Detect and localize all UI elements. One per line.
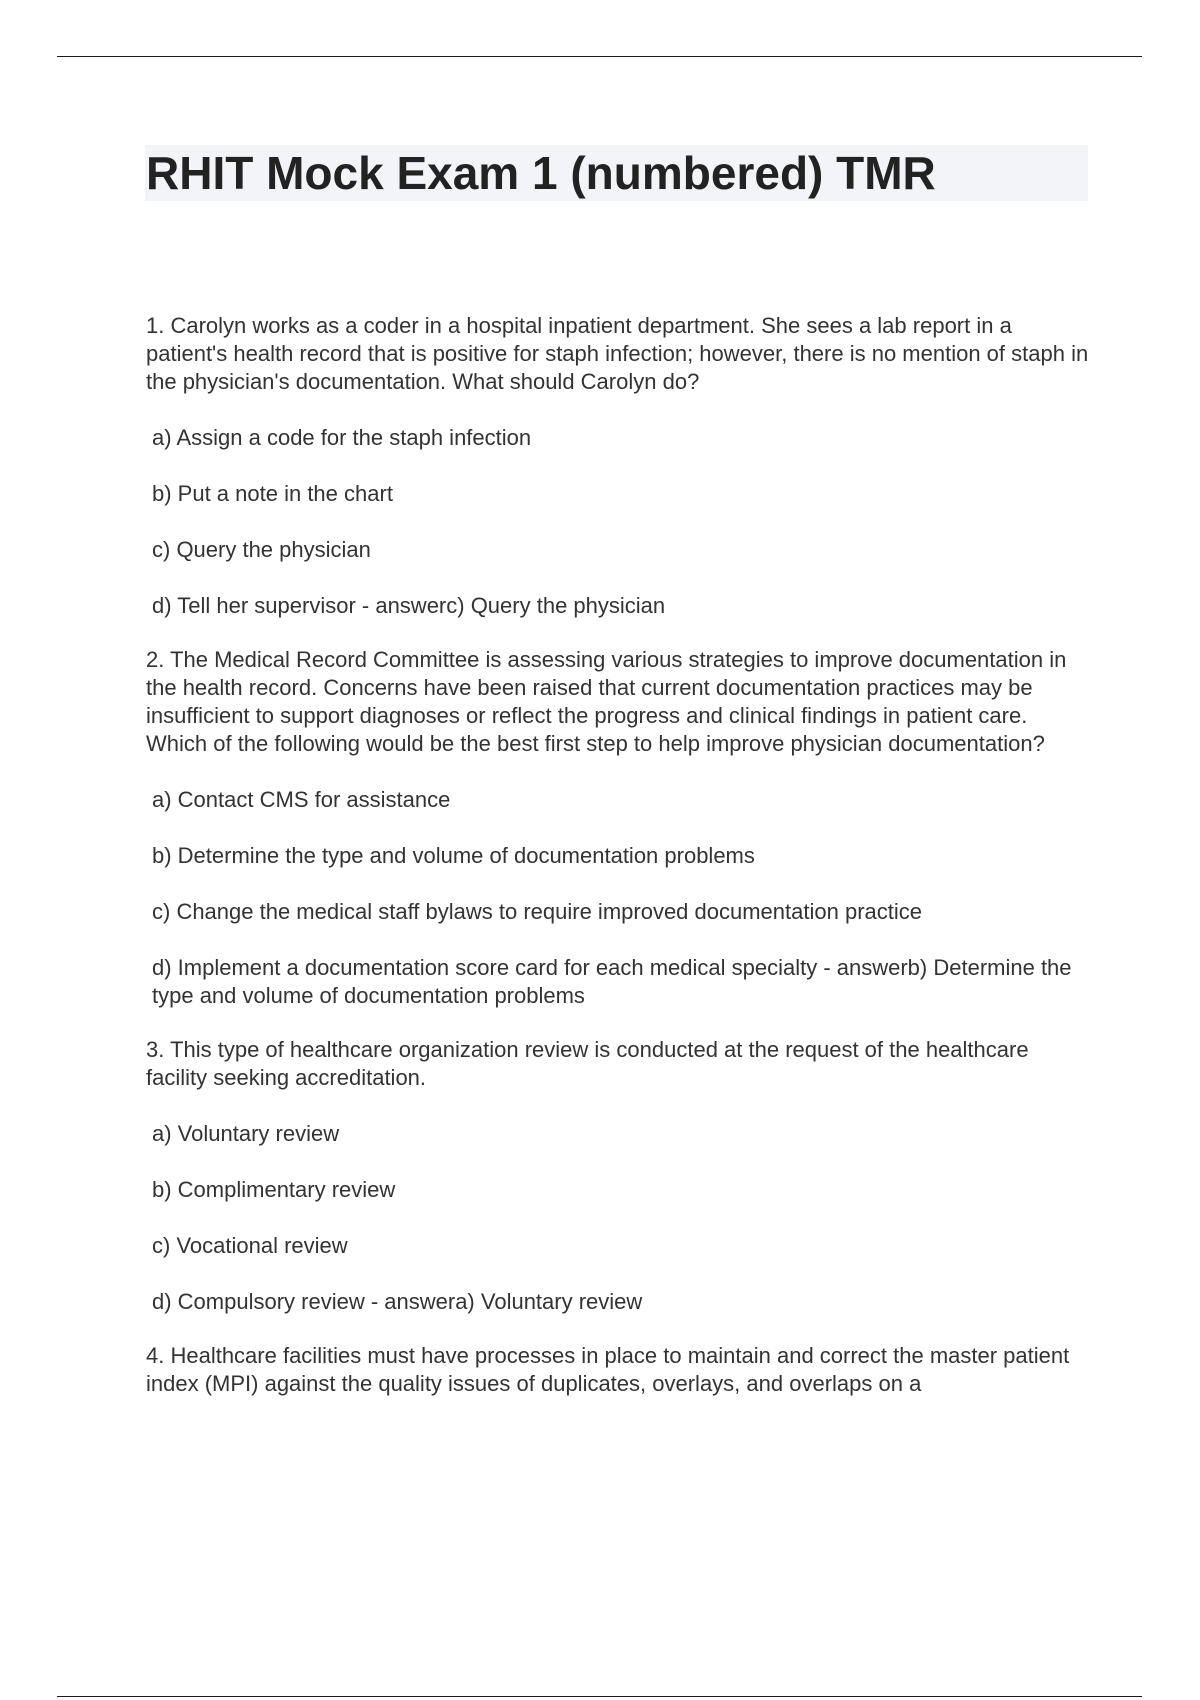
question-3 <box>146 1036 1092 1316</box>
option-d-with-answer: d) Tell her supervisor - answerc) Query the physician <box>152 593 666 618</box>
question-text: 1. Carolyn works as a coder in a hospital inpatient department. She sees a lab report in a patient's health record that is positive for staph infection; however, there is no mention of staph in the physician's documentation. What should Carolyn do? <box>146 313 1089 394</box>
question-4 <box>146 1342 1092 1398</box>
footer-rule <box>57 1696 1142 1697</box>
header-rule <box>57 56 1142 57</box>
question-2 <box>146 646 1092 1010</box>
document-title: RHIT Mock Exam 1 (numbered) TMR <box>146 147 936 199</box>
question-text: 2. The Medical Record Committee is assessing various strategies to improve documentation in the health record. Concerns have been raised that current documentation practices may be insufficient to support diagnoses or reflect the progress and clinical findings in patient care. Which of the following would be the best first step to help improve physician documentation? <box>146 647 1067 756</box>
exam-content <box>146 312 1092 1398</box>
option-b: b) Determine the type and volume of documentation problems <box>152 843 755 868</box>
option-a: a) Contact CMS for assistance <box>152 787 451 812</box>
option-b: b) Put a note in the chart <box>152 481 393 506</box>
option-c: c) Vocational review <box>152 1233 348 1258</box>
option-a: a) Voluntary review <box>152 1121 340 1146</box>
question-text: 3. This type of healthcare organization review is conducted at the request of the healthcare facility seeking accreditation. <box>146 1037 1029 1090</box>
option-c: c) Change the medical staff bylaws to require improved documentation practice <box>152 899 922 924</box>
option-b: b) Complimentary review <box>152 1177 396 1202</box>
question-1 <box>146 312 1092 620</box>
option-d-with-answer: d) Implement a documentation score card for each medical specialty - answerb) Determine the type and volume of documentation problems <box>152 955 1072 1008</box>
option-c: c) Query the physician <box>152 537 371 562</box>
option-a: a) Assign a code for the staph infection <box>152 425 532 450</box>
option-d-with-answer: d) Compulsory review - answera) Voluntary review <box>152 1289 643 1314</box>
question-text: 4. Healthcare facilities must have processes in place to maintain and correct the master patient index (MPI) against the quality issues of duplicates, overlays, and overlaps on a <box>146 1343 1070 1396</box>
